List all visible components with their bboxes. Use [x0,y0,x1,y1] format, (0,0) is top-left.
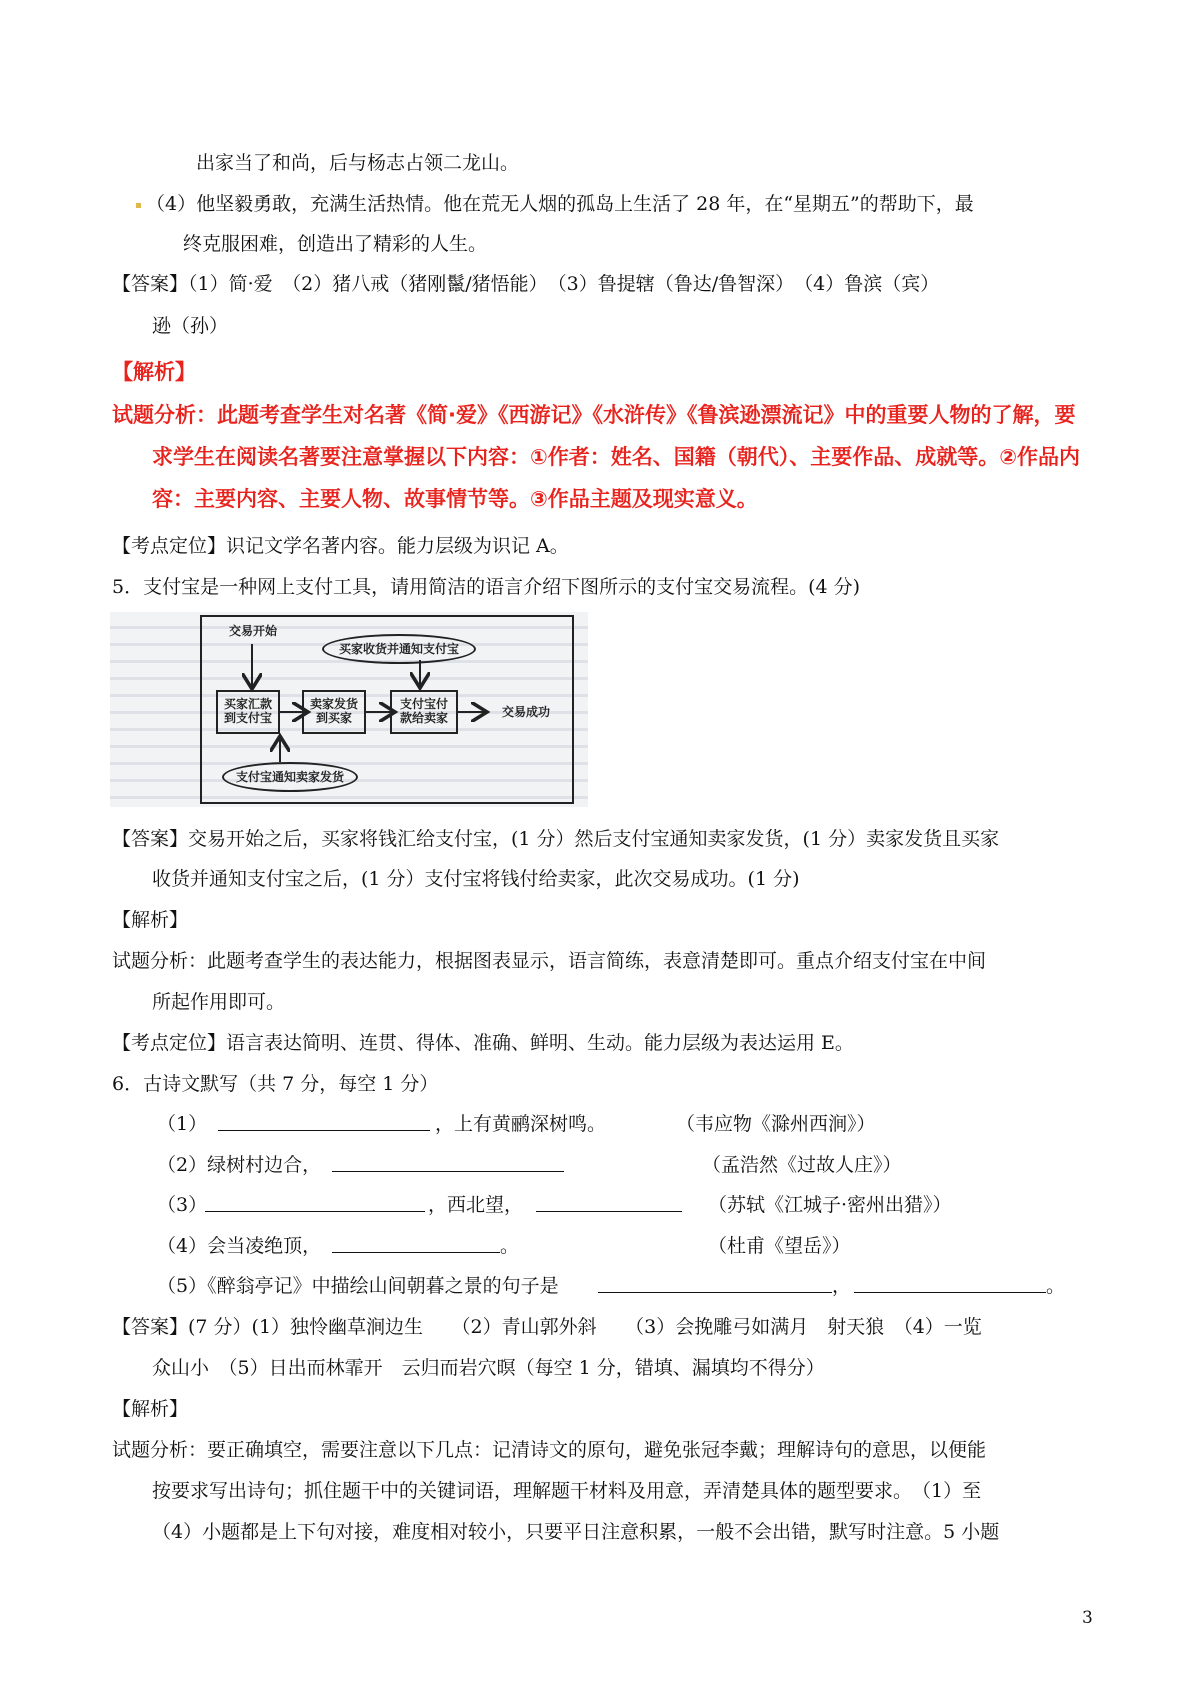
flow-box-alipay-pays [390,690,458,734]
blank-question-5: （5）《醉翁亭记》中描绘山间朝暮之景的句子是 [157,1275,559,1297]
analysis-line: 求学生在阅读名著要注意掌握以下内容：①作者：姓名、国籍（朝代）、主要作品、成就等。②作品内 [152,445,1081,469]
flow-box-label: 卖家发货到买家 [309,697,358,725]
answer-blank[interactable] [536,1211,682,1212]
flow-box-label: 买家汇款到支付宝 [223,697,272,725]
analysis-heading: 【解析】 [112,360,196,384]
flow-box-label: 支付宝付款给卖家 [399,697,448,725]
answer-line: 收货并通知支付宝之后，(1 分）支付宝将钱付给卖家，此次交易成功。(1 分) [152,868,800,890]
analysis-heading: 【解析】 [112,909,189,931]
flow-oval-notify-seller: 支付宝通知卖家发货 [222,762,358,792]
blank-question-1: （1） [157,1113,208,1135]
flow-oval-buyer-receives: 买家收货并通知支付宝 [322,634,476,664]
answer-blank[interactable] [854,1292,1046,1293]
text-line: 出家当了和尚，后与杨志占领二龙山。 [196,152,520,174]
answer-line: 众山小 （5）日出而林霏开 云归而岩穴暝（每空 1 分，错填、漏填均不得分） [152,1357,825,1379]
source-citation: （杜甫《望岳》） [708,1235,851,1257]
blank-question-text: 。 [500,1235,520,1257]
blank-question-text: ， [832,1275,852,1297]
source-citation: （孟浩然《过故人庄》） [702,1154,902,1176]
analysis-line: 容：主要内容、主要人物、故事情节等。③作品主题及现实意义。 [152,487,758,511]
flow-box-buyer-pays [216,690,280,734]
flowchart-figure [110,612,588,807]
answer-blank[interactable] [332,1252,500,1253]
source-citation: （苏轼《江城子·密州出猎》） [708,1194,952,1216]
key-point-line: 【考点定位】语言表达简明、连贯、得体、准确、鲜明、生动。能力层级为表达运用 E。 [112,1032,854,1054]
answer-line: 逊（孙） [152,315,229,337]
key-point-line: 【考点定位】识记文学名著内容。能力层级为识记 A。 [112,535,569,557]
analysis-line: 所起作用即可。 [152,991,286,1013]
text-line: （4）他坚毅勇敢，充满生活热情。他在荒无人烟的孤岛上生活了 28 年，在“星期五”的帮助下，最 [146,193,974,215]
analysis-line: （4）小题都是上下句对接，难度相对较小，只要平日注意积累，一般不会出错，默写时注意。5 小题 [152,1521,1000,1543]
blank-question-3: （3） [157,1194,208,1216]
analysis-line: 按要求写出诗句；抓住题干中的关键词语，理解题干材料及用意，弄清楚具体的题型要求。 （1）至 [152,1480,982,1502]
answer-blank[interactable] [205,1211,425,1212]
analysis-line: 试题分析：此题考查学生对名著《简·爱》《西游记》《水浒传》《鲁滨逊漂流记》中的重要人物的了解，要 [112,403,1076,427]
page-number: 3 [1082,1608,1093,1628]
analysis-line: 试题分析：此题考查学生的表达能力，根据图表显示，语言简练，表意清楚即可。重点介绍支付宝在中间 [112,950,987,972]
flow-start-label: 交易开始 [228,624,277,638]
text-line: 终克服困难，创造出了精彩的人生。 [183,233,488,255]
answer-blank[interactable] [332,1171,564,1172]
blank-question-text: 。 [1046,1275,1066,1297]
flow-success-label: 交易成功 [501,705,550,719]
analysis-line: 试题分析：要正确填空，需要注意以下几点：记清诗文的原句，避免张冠李戴；理解诗句的意思，以便能 [112,1439,987,1461]
blank-question-2: （2）绿树村边合， [157,1154,322,1176]
answer-line: 【答案】交易开始之后，买家将钱汇给支付宝，(1 分）然后支付宝通知卖家发货，(1 分）卖家发货且买家 [112,828,1000,850]
answer-line: 【答案】(7 分）(1）独怜幽草涧边生 （2）青山郭外斜 （3）会挽雕弓如满月 射天狼 （4）一览 [112,1316,982,1338]
blank-question-4: （4）会当凌绝顶， [157,1235,322,1257]
answer-blank[interactable] [218,1130,430,1131]
bullet-dot [136,203,141,208]
question-line: 5．支付宝是一种网上支付工具，请用简洁的语言介绍下图所示的支付宝交易流程。(4 分) [112,576,861,598]
blank-question-text: ，上有黄鹂深树鸣。 [435,1113,607,1135]
question-line: 6．古诗文默写（共 7 分，每空 1 分） [112,1073,439,1095]
answer-blank[interactable] [598,1292,832,1293]
source-citation: （韦应物《滁州西涧》） [676,1113,876,1135]
answer-line: 【答案】（1）简·爱 （2）猪八戒（猪刚鬣/猪悟能） （3）鲁提辖（鲁达/鲁智深） （4）鲁滨（宾） [112,273,940,295]
blank-question-text: ，西北望， [428,1194,524,1216]
flow-box-seller-ships [302,690,366,734]
analysis-heading: 【解析】 [112,1398,189,1420]
